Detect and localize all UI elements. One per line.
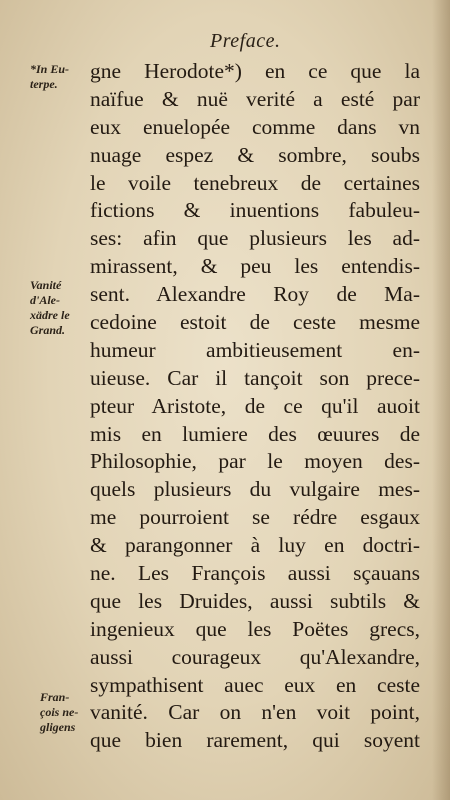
text-line: Philosophie, par le moyen des- — [90, 449, 420, 474]
margin-note-line: *In Eu- — [30, 62, 70, 76]
text-line: nuage espez & sombre, soubs — [90, 142, 420, 167]
text-line: mirassent, & peu les entendis- — [90, 254, 420, 279]
text-line: ingenieux que les Poëtes grecs, — [90, 616, 420, 641]
text-line: humeur ambitieusement en- — [90, 337, 420, 362]
text-line: & parangonner à luy en doctri- — [90, 533, 420, 558]
text-line: le voile tenebreux de certaines — [90, 170, 420, 195]
text-line: sympathisent auec eux en ceste — [90, 672, 420, 697]
text-line: que bien rarement, qui soyent — [90, 728, 420, 753]
text-line: cedoine estoit de ceste mesme — [90, 310, 420, 335]
text-line: sent. Alexandre Roy de Ma- — [90, 282, 420, 307]
margin-note-line: xädre le — [30, 308, 70, 322]
margin-note-line: Fran- — [40, 690, 70, 704]
body-text — [90, 58, 420, 755]
text-line: quels plusieurs du vulgaire mes- — [90, 477, 420, 502]
margin-note-francois-negligens — [40, 690, 78, 735]
margin-note-line: Vanité — [30, 278, 62, 292]
margin-note-line: d'Ale- — [30, 293, 60, 307]
text-line: ne. Les François aussi sçauans — [90, 561, 420, 586]
text-line: vanité. Car on n'en voit point, — [90, 700, 420, 725]
page-edge-shadow — [432, 0, 450, 800]
text-line: aussi courageux qu'Alexandre, — [90, 644, 420, 669]
text-line: ses: afin que plusieurs les ad- — [90, 226, 420, 251]
margin-note-in-euterpe — [30, 62, 69, 92]
running-head: Preface. — [210, 30, 281, 52]
text-line: pteur Aristote, de ce qu'il auoit — [90, 393, 420, 418]
margin-note-line: çois ne- — [40, 705, 79, 719]
margin-note-line: terpe. — [30, 77, 58, 91]
text-line: uieuse. Car il tançoit son prece- — [90, 365, 420, 390]
margin-note-vanite-alexandre — [30, 278, 70, 338]
margin-note-line: gligens — [40, 720, 76, 734]
text-line: me pourroient se rédre esgaux — [90, 505, 420, 530]
text-line: eux enuelopée comme dans vn — [90, 114, 420, 139]
text-line: fictions & inuentions fabuleu- — [90, 198, 420, 223]
margin-note-line: Grand. — [30, 323, 66, 337]
text-line: naïfue & nuë verité a esté par — [90, 86, 420, 111]
text-line: gne Herodote*) en ce que la — [90, 59, 420, 83]
text-line: que les Druides, aussi subtils & — [90, 588, 420, 613]
text-line: mis en lumiere des œuures de — [90, 421, 420, 446]
